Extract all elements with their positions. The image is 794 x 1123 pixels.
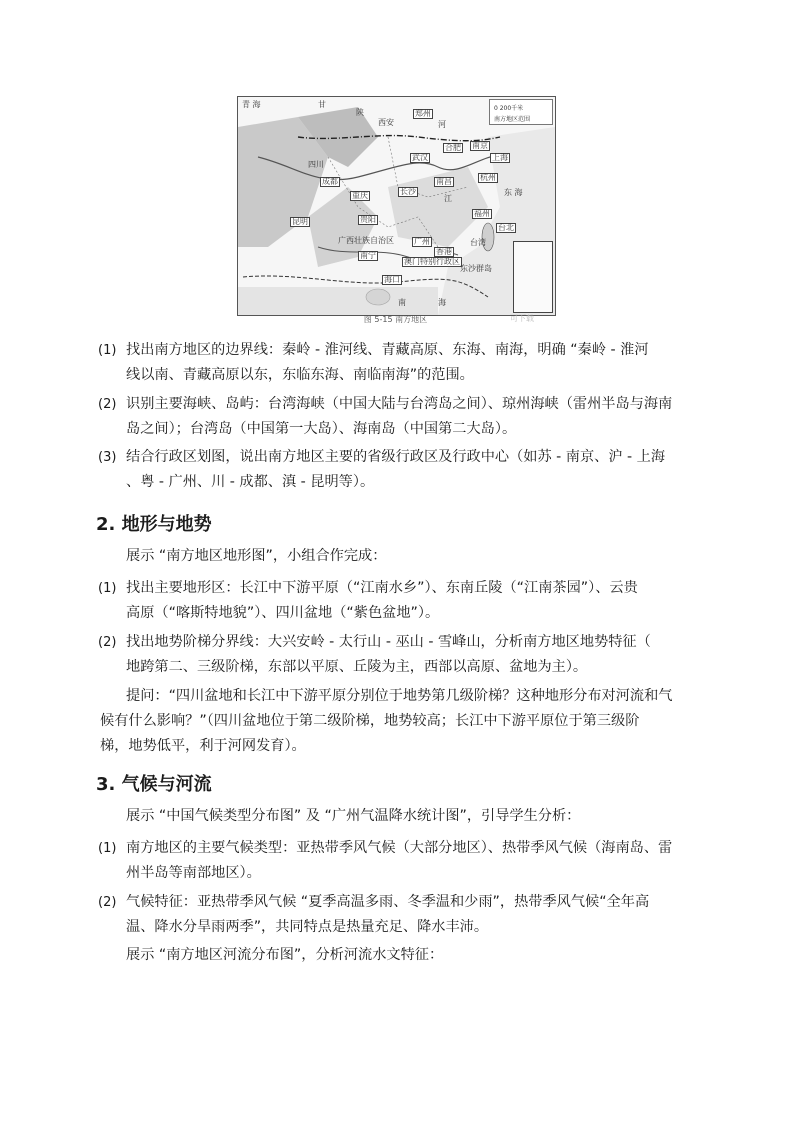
label-hai: 海 — [438, 298, 446, 307]
section-heading-terrain: 2. 地形与地势 — [96, 514, 212, 535]
label-jiangxi: 江 — [444, 194, 452, 203]
intro-line: 展示 “南方地区地形图”，小组合作完成： — [126, 548, 387, 564]
item-line: 南方地区的主要气候类型：亚热带季风气候（大部分地区）、热带季风气候（海南岛、雷 — [126, 840, 673, 856]
section-heading-climate: 3. 气候与河流 — [96, 774, 212, 795]
list-item-1-3 — [100, 445, 700, 495]
list-item-3-2 — [100, 890, 700, 940]
legend-border-label: 南方地区范围 — [494, 116, 531, 123]
label-henan: 河 — [438, 120, 446, 129]
label-nanjing: 南京 — [472, 141, 488, 150]
map-legend — [489, 99, 553, 125]
list-item-1-2 — [100, 392, 700, 442]
figure-caption: 图 5-15 南方地区 — [363, 315, 428, 324]
item-number: (2) — [98, 635, 117, 650]
label-chengdu: 成都 — [322, 177, 338, 186]
label-qinghai: 青 海 — [242, 100, 261, 109]
watermark: 可下载 — [510, 314, 534, 323]
list-item-2-1 — [100, 576, 700, 626]
item-number: (1) — [98, 841, 117, 856]
scale-bar-label: 0 200千米 — [494, 105, 524, 112]
item-number: (1) — [98, 581, 117, 596]
label-guiyang: 贵阳 — [360, 215, 376, 224]
label-changsha: 长沙 — [400, 187, 416, 196]
item-line: 气候特征：亚热带季风气候 “夏季高温多雨、冬季温和少雨”，热带季风气候“全年高 — [126, 894, 650, 910]
item-line: 高原（“喀斯特地貌”）、四川盆地（“紫色盆地”）。 — [126, 605, 440, 621]
item-line: 找出地势阶梯分界线：大兴安岭 - 太行山 - 巫山 - 雪峰山，分析南方地区地势特征（ — [126, 634, 651, 650]
section2-question — [100, 684, 700, 759]
label-zhengzhou: 郑州 — [415, 109, 431, 118]
label-hangzhou: 杭州 — [480, 173, 496, 182]
section2-intro — [126, 544, 700, 569]
label-fuzhou: 福州 — [474, 209, 490, 218]
question-line: 提问：“四川盆地和长江中下游平原分别位于地势第几级阶梯？这种地形分布对河流和气 — [126, 688, 673, 704]
label-nanchang: 南昌 — [436, 177, 452, 186]
question-line: 梯，地势低平，利于河网发育）。 — [100, 738, 306, 754]
label-hefei: 合肥 — [445, 143, 461, 152]
item-number: (1) — [98, 343, 117, 358]
section3-outro — [126, 943, 700, 968]
label-aomen: 澳门特别行政区 — [404, 257, 460, 266]
label-nanhai: 南 — [398, 298, 406, 307]
item-number: (2) — [98, 895, 117, 910]
item-number: (2) — [98, 397, 117, 412]
item-line: 地跨第二、三级阶梯，东部以平原、丘陵为主，西部以高原、盆地为主）。 — [126, 659, 588, 675]
label-kunming: 昆明 — [292, 217, 308, 226]
label-gansu: 甘 — [318, 100, 326, 109]
item-line: 州半岛等南部地区）。 — [126, 865, 261, 881]
item-line: 岛之间）；台湾岛（中国第一大岛）、海南岛（中国第二大岛）。 — [126, 421, 517, 437]
label-taiwan: 台湾 — [470, 238, 486, 247]
label-guangxi: 广西壮族自治区 — [338, 236, 394, 245]
label-donghai: 东 海 — [504, 188, 523, 197]
item-line: 找出南方地区的边界线：秦岭 - 淮河线、青藏高原、东海、南海，明确 “秦岭 - 淮河 — [126, 342, 649, 358]
list-item-2-2 — [100, 630, 700, 680]
list-item-3-1 — [100, 836, 700, 886]
south-china-map — [237, 96, 556, 316]
item-line: 结合行政区划图，说出南方地区主要的省级行政区及行政中心（如苏 - 南京、沪 - 上海 — [126, 449, 666, 465]
south-china-sea-inset — [513, 241, 553, 313]
label-taipei: 台北 — [498, 223, 514, 232]
item-line: 线以南、青藏高原以东，东临东海、南临南海”的范围。 — [126, 367, 474, 383]
label-sichuan: 四川 — [308, 160, 324, 169]
item-line: 识别主要海峡、岛屿：台湾海峡（中国大陆与台湾岛之间）、琼州海峡（雷州半岛与海南 — [126, 396, 673, 412]
item-line: 找出主要地形区：长江中下游平原（“江南水乡”）、东南丘陵（“江南茶园”）、云贵 — [126, 580, 638, 596]
question-line: 候有什么影响？”（四川盆地位于第二级阶梯，地势较高；长江中下游平原位于第三级阶 — [100, 713, 640, 729]
item-number: (3) — [98, 450, 117, 465]
section3-intro — [126, 804, 700, 829]
outro-line: 展示 “南方地区河流分布图”，分析河流水文特征： — [126, 947, 444, 963]
label-dongshaqundao: 东沙群岛 — [460, 264, 492, 273]
label-nanning: 南宁 — [360, 251, 376, 260]
item-line: 温、降水分旱雨两季”，共同特点是热量充足、降水丰沛。 — [126, 919, 489, 935]
label-wuhan: 武汉 — [412, 153, 428, 162]
label-haikou: 海口 — [384, 275, 400, 284]
intro-line: 展示 “中国气候类型分布图” 及 “广州气温降水统计图”，引导学生分析： — [126, 808, 581, 824]
list-item-1-1 — [100, 338, 700, 388]
label-xianggang: 香港 — [436, 247, 452, 256]
label-shaanxi: 陕 — [356, 108, 364, 117]
item-line: 、粤 - 广州、川 - 成都、滇 - 昆明等）。 — [126, 474, 375, 490]
label-guangzhou: 广州 — [414, 237, 430, 246]
label-chongqing: 重庆 — [352, 191, 368, 200]
label-shanghai: 上海 — [492, 153, 508, 162]
label-xian: 西安 — [378, 118, 394, 127]
